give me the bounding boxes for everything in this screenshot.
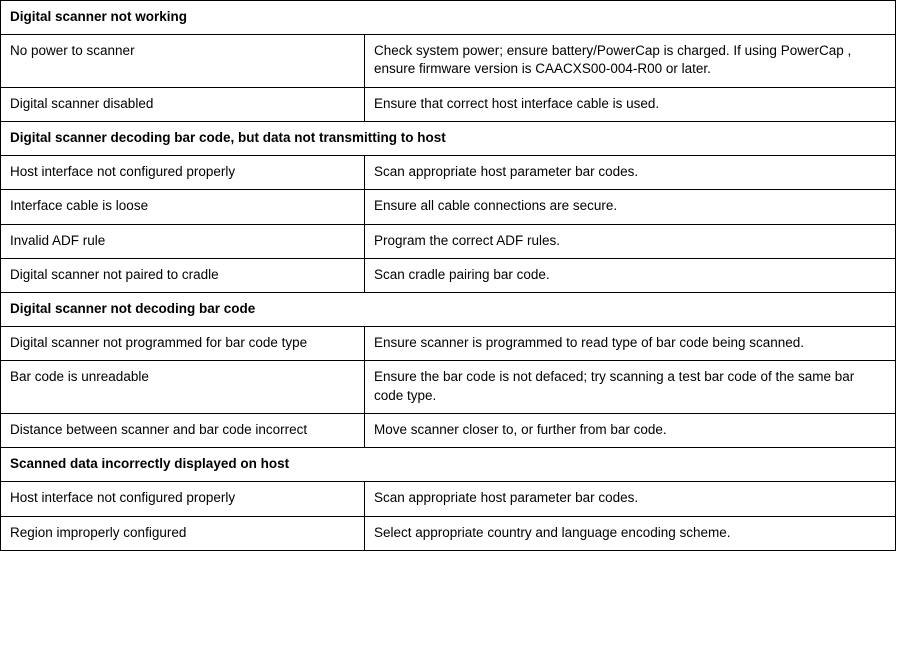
- problem-cell: Host interface not configured properly: [1, 156, 365, 190]
- problem-cell: Bar code is unreadable: [1, 361, 365, 413]
- table-row: [1, 327, 896, 361]
- solution-cell: Select appropriate country and language encoding scheme.: [365, 516, 896, 550]
- section-heading: Digital scanner not decoding bar code: [1, 292, 896, 326]
- section-heading: Digital scanner decoding bar code, but data not transmitting to host: [1, 121, 896, 155]
- table-row: [1, 516, 896, 550]
- table-row: [1, 87, 896, 121]
- table-row: [1, 224, 896, 258]
- problem-cell: Region improperly configured: [1, 516, 365, 550]
- section-heading: Digital scanner not working: [1, 1, 896, 35]
- solution-cell: Scan appropriate host parameter bar codes.: [365, 482, 896, 516]
- solution-cell: Ensure that correct host interface cable is used.: [365, 87, 896, 121]
- solution-cell: Scan cradle pairing bar code.: [365, 258, 896, 292]
- table-body: [1, 1, 896, 551]
- table-row: [1, 35, 896, 87]
- table-row: [1, 258, 896, 292]
- problem-cell: Digital scanner not paired to cradle: [1, 258, 365, 292]
- problem-cell: Interface cable is loose: [1, 190, 365, 224]
- solution-cell: Scan appropriate host parameter bar codes.: [365, 156, 896, 190]
- table-row: [1, 361, 896, 413]
- problem-cell: No power to scanner: [1, 35, 365, 87]
- section-header-row: [1, 292, 896, 326]
- solution-cell: Ensure the bar code is not defaced; try scanning a test bar code of the same bar code type.: [365, 361, 896, 413]
- problem-cell: Digital scanner disabled: [1, 87, 365, 121]
- table-row: [1, 482, 896, 516]
- problem-cell: Distance between scanner and bar code incorrect: [1, 413, 365, 447]
- table-row: [1, 413, 896, 447]
- table-row: [1, 156, 896, 190]
- solution-cell: Program the correct ADF rules.: [365, 224, 896, 258]
- section-header-row: [1, 121, 896, 155]
- solution-cell: Ensure scanner is programmed to read type of bar code being scanned.: [365, 327, 896, 361]
- solution-cell: Check system power; ensure battery/PowerCap is charged. If using PowerCap , ensure firmware version is CAACXS00-004-R00 or later.: [365, 35, 896, 87]
- solution-cell: Ensure all cable connections are secure.: [365, 190, 896, 224]
- table-row: [1, 190, 896, 224]
- section-header-row: [1, 1, 896, 35]
- problem-cell: Host interface not configured properly: [1, 482, 365, 516]
- section-heading: Scanned data incorrectly displayed on host: [1, 448, 896, 482]
- solution-cell: Move scanner closer to, or further from bar code.: [365, 413, 896, 447]
- problem-cell: Digital scanner not programmed for bar code type: [1, 327, 365, 361]
- section-header-row: [1, 448, 896, 482]
- problem-cell: Invalid ADF rule: [1, 224, 365, 258]
